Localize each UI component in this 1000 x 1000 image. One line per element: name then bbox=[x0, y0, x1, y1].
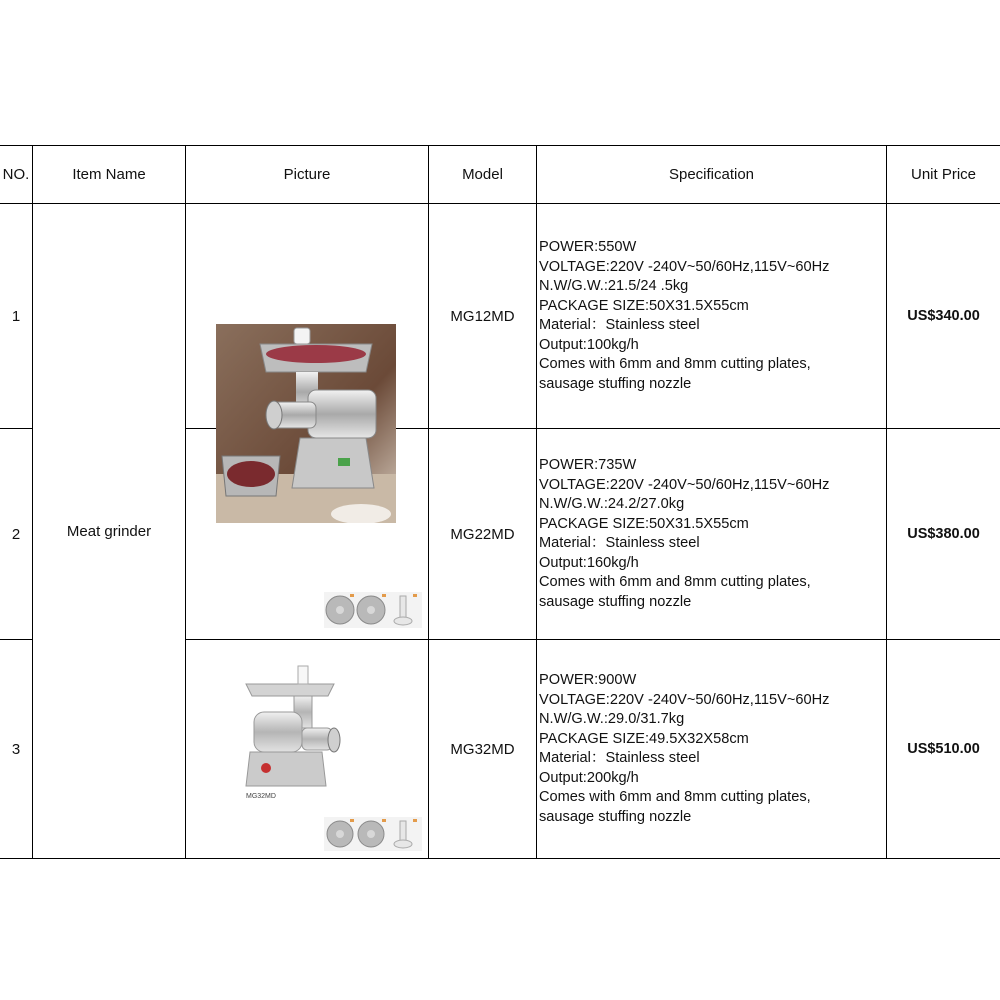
photo-caption: MG32MD bbox=[246, 792, 276, 800]
row-1-spec bbox=[539, 238, 829, 394]
spec-line: VOLTAGE:220V -240V~50/60Hz,115V~60Hz bbox=[539, 691, 830, 708]
header-specification: Specification bbox=[668, 166, 755, 183]
spec-line: VOLTAGE:220V -240V~50/60Hz,115V~60Hz bbox=[539, 258, 830, 275]
spec-line: N.W/G.W.:24.2/27.0kg bbox=[539, 496, 685, 512]
row-2-spec bbox=[539, 456, 829, 612]
meat-grinder-photo-mg12 bbox=[216, 324, 396, 523]
row-3-no: 3 bbox=[11, 740, 21, 758]
header-unit-price: Unit Price bbox=[910, 166, 977, 183]
header-no: NO. bbox=[2, 166, 30, 183]
spec-line: Material：Stainless steel bbox=[539, 317, 700, 333]
spec-line: PACKAGE SIZE:50X31.5X55cm bbox=[539, 297, 749, 314]
row-2-model: MG22MD bbox=[450, 525, 515, 543]
header-item-name: Item Name bbox=[72, 166, 146, 183]
spec-line: sausage stuffing nozzle bbox=[539, 375, 692, 392]
row-3-spec bbox=[539, 671, 829, 827]
row-3-model: MG32MD bbox=[450, 740, 515, 758]
cutting-plates-thumbnail bbox=[324, 817, 422, 851]
cutting-plates-thumbnail bbox=[324, 592, 422, 628]
row-3-price: US$510.00 bbox=[907, 741, 980, 757]
spec-line: N.W/G.W.:21.5/24 .5kg bbox=[539, 278, 689, 294]
meat-grinder-photo-mg32 bbox=[236, 660, 356, 802]
spec-line: PACKAGE SIZE:50X31.5X55cm bbox=[539, 515, 749, 532]
row-divider-2b bbox=[186, 639, 1000, 640]
spec-line: POWER:900W bbox=[539, 672, 637, 688]
spec-line: Comes with 6mm and 8mm cutting plates, bbox=[539, 574, 811, 590]
row-2-no: 2 bbox=[11, 525, 21, 543]
header-picture: Picture bbox=[283, 166, 331, 183]
row-1-no: 1 bbox=[11, 307, 21, 325]
spec-line: Output:100kg/h bbox=[539, 336, 639, 353]
col-divider-2 bbox=[185, 145, 186, 859]
spec-line: POWER:735W bbox=[539, 457, 637, 473]
header-model: Model bbox=[462, 166, 503, 183]
table-border-bottom bbox=[0, 858, 1000, 859]
col-divider-4 bbox=[536, 145, 537, 859]
row-1-price: US$340.00 bbox=[907, 308, 980, 324]
spec-line: Output:160kg/h bbox=[539, 554, 639, 571]
row-2-price: US$380.00 bbox=[907, 526, 980, 542]
spec-line: PACKAGE SIZE:49.5X32X58cm bbox=[539, 730, 749, 747]
spec-line: Comes with 6mm and 8mm cutting plates, bbox=[539, 789, 811, 805]
spec-line: Material：Stainless steel bbox=[539, 750, 700, 766]
spec-line: Output:200kg/h bbox=[539, 769, 639, 786]
spec-line: N.W/G.W.:29.0/31.7kg bbox=[539, 711, 685, 727]
spec-line: Material：Stainless steel bbox=[539, 535, 700, 551]
spec-line: sausage stuffing nozzle bbox=[539, 593, 692, 610]
spec-line: VOLTAGE:220V -240V~50/60Hz,115V~60Hz bbox=[539, 476, 830, 493]
row-1-model: MG12MD bbox=[450, 307, 515, 325]
spec-line: sausage stuffing nozzle bbox=[539, 808, 692, 825]
item-name-cell: Meat grinder bbox=[66, 522, 152, 540]
spec-line: POWER:550W bbox=[539, 239, 637, 255]
spec-line: Comes with 6mm and 8mm cutting plates, bbox=[539, 356, 811, 372]
